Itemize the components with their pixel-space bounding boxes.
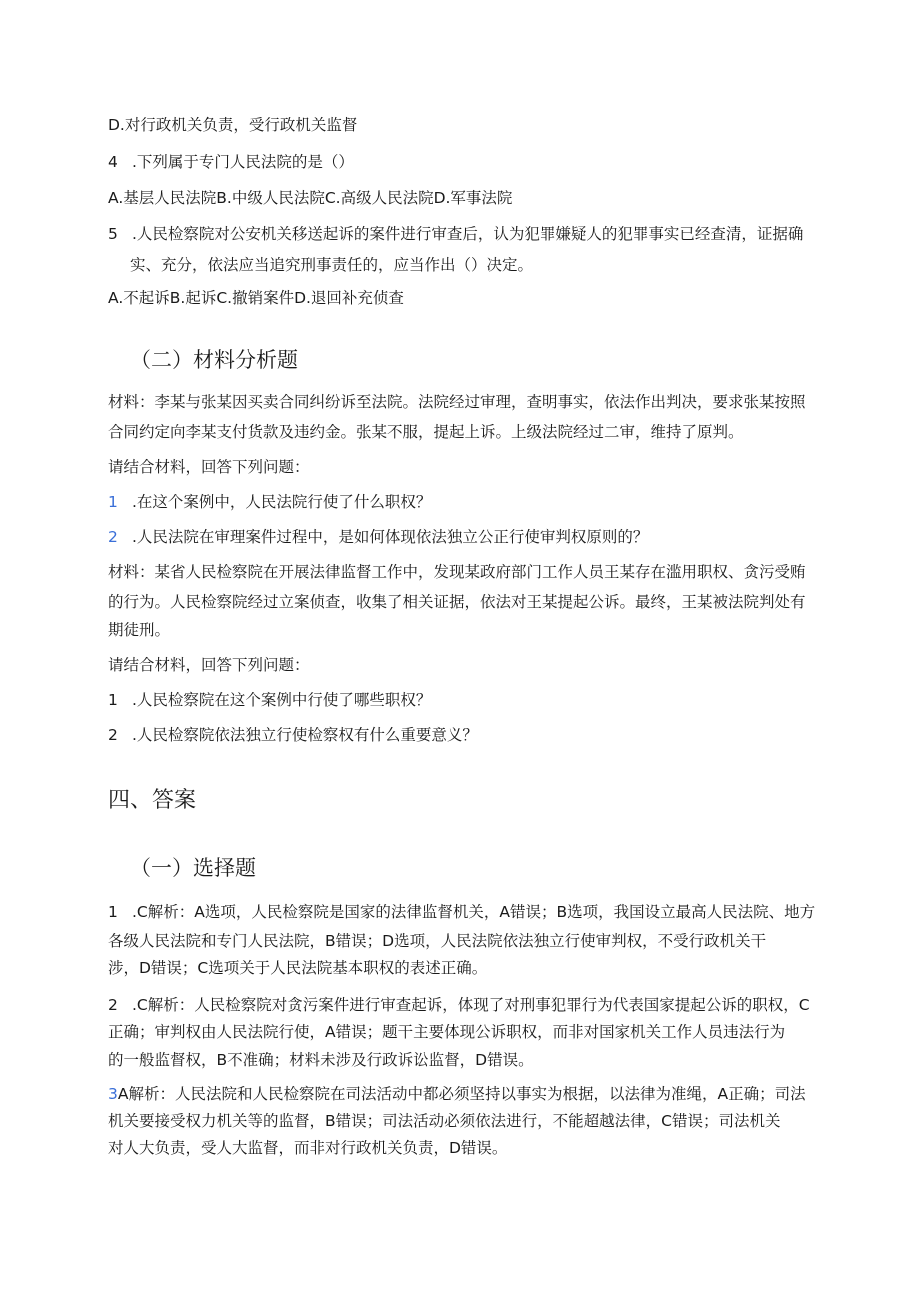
- text: A.不起诉B.起诉C.撤销案件D.退回补充侦查: [108, 289, 404, 307]
- question-4: [108, 152, 354, 172]
- question-number: 2: [108, 528, 118, 546]
- question-text: .人民检察院对公安机关移送起诉的案件进行审查后，认为犯罪嫌疑人的犯罪事实已经查清，证据确: [132, 225, 804, 243]
- material-1-line-1: [108, 392, 806, 412]
- heading-text: （一）选择题: [130, 856, 256, 880]
- question-text: .下列属于专门人民法院的是（）: [132, 153, 354, 171]
- answer-text: .C解析：人民检察院对贪污案件进行审查起诉，体现了对刑事犯罪行为代表国家提起公诉的职权，C: [132, 996, 810, 1014]
- question-text: .人民法院在审理案件过程中，是如何体现依法独立公正行使审判权原则的？: [132, 528, 649, 546]
- question-number: 2: [108, 726, 118, 744]
- text: 机关要接受权力机关等的监督，B错误；司法活动必须依法进行，不能超越法律，C错误；司法机关: [108, 1112, 781, 1130]
- heading-text: （二）材料分析题: [130, 348, 298, 372]
- answer-number: 1: [108, 903, 118, 921]
- text: 材料：某省人民检察院在开展法律监督工作中，发现某政府部门工作人员王某存在滥用职权、贪污受贿: [108, 563, 806, 581]
- question-5: [108, 224, 803, 244]
- heading-text: 四、答案: [108, 788, 197, 813]
- answer-2-line-2: [108, 1022, 785, 1042]
- question-number: 1: [108, 493, 118, 511]
- question-text: .人民检察院依法独立行使检察权有什么重要意义？: [132, 726, 478, 744]
- question-number: 5: [108, 225, 118, 243]
- answer-3-line-1: [108, 1084, 806, 1104]
- material-2-line-1: [108, 562, 806, 582]
- material-1-prompt: [108, 457, 310, 477]
- text: A.基层人民法院B.中级人民法院C.高级人民法院D.军事法院: [108, 189, 513, 207]
- material-1-question-2: [108, 527, 648, 547]
- section-heading-choice: [130, 855, 256, 881]
- material-2-prompt: [108, 655, 310, 675]
- material-2-line-2: [108, 592, 806, 612]
- text: 对人大负责，受人大监督，而非对行政机关负责，D错误。: [108, 1139, 508, 1157]
- question-number: 4: [108, 153, 118, 171]
- answer-2-line-1: [108, 995, 810, 1015]
- question-5-options: [108, 288, 404, 308]
- text: 请结合材料，回答下列问题：: [108, 656, 310, 674]
- section-heading-material: [130, 347, 298, 373]
- text: 的行为。人民检察院经过立案侦查，收集了相关证据，依法对王某提起公诉。最终，王某被法院判处有: [108, 593, 806, 611]
- text: 材料：李某与张某因买卖合同纠纷诉至法院。法院经过审理，查明事实，依法作出判决，要求张某按照: [108, 393, 806, 411]
- answer-text: A解析：人民法院和人民检察院在司法活动中都必须坚持以事实为根据，以法律为准绳，A正确；司法: [117, 1085, 806, 1103]
- material-2-line-3: [108, 620, 170, 640]
- answer-2-line-3: [108, 1050, 534, 1070]
- answer-number: 3: [108, 1085, 118, 1103]
- answer-1-line-3: [108, 958, 487, 978]
- q3-option-d: [108, 115, 357, 135]
- answer-1-line-2: [108, 931, 766, 951]
- text: 的一般监督权，B不准确；材料未涉及行政诉讼监督，D错误。: [108, 1051, 534, 1069]
- question-4-options: [108, 188, 512, 208]
- answer-1-line-1: [108, 902, 815, 922]
- material-2-question-2: [108, 725, 478, 745]
- question-5-cont: [130, 255, 533, 275]
- answer-3-line-3: [108, 1138, 507, 1158]
- material-2-question-1: [108, 690, 431, 710]
- material-1-line-2: [108, 422, 744, 442]
- text: 实、充分，依法应当追究刑事责任的，应当作出（）决定。: [130, 256, 534, 274]
- text: 各级人民法院和专门人民法院，B错误；D选项，人民法院依法独立行使审判权，不受行政机关干: [108, 932, 767, 950]
- answer-3-line-2: [108, 1111, 780, 1131]
- text: 期徒刑。: [108, 621, 171, 639]
- question-text: .在这个案例中，人民法院行使了什么职权？: [132, 493, 432, 511]
- text: D.对行政机关负责，受行政机关监督: [108, 116, 358, 134]
- text: 合同约定向李某支付货款及违约金。张某不服，提起上诉。上级法院经过二审，维持了原判。: [108, 423, 744, 441]
- question-number: 1: [108, 691, 118, 709]
- question-text: .人民检察院在这个案例中行使了哪些职权？: [132, 691, 432, 709]
- section-heading-answers: [108, 787, 196, 815]
- text: 涉，D错误；C选项关于人民法院基本职权的表述正确。: [108, 959, 488, 977]
- answer-text: .C解析：A选项，人民检察院是国家的法律监督机关，A错误；B选项，我国设立最高人民法院、地方: [132, 903, 816, 921]
- material-1-question-1: [108, 492, 431, 512]
- text: 正确；审判权由人民法院行使，A错误；题干主要体现公诉职权，而非对国家机关工作人员违法行为: [108, 1023, 786, 1041]
- text: 请结合材料，回答下列问题：: [108, 458, 310, 476]
- answer-number: 2: [108, 996, 118, 1014]
